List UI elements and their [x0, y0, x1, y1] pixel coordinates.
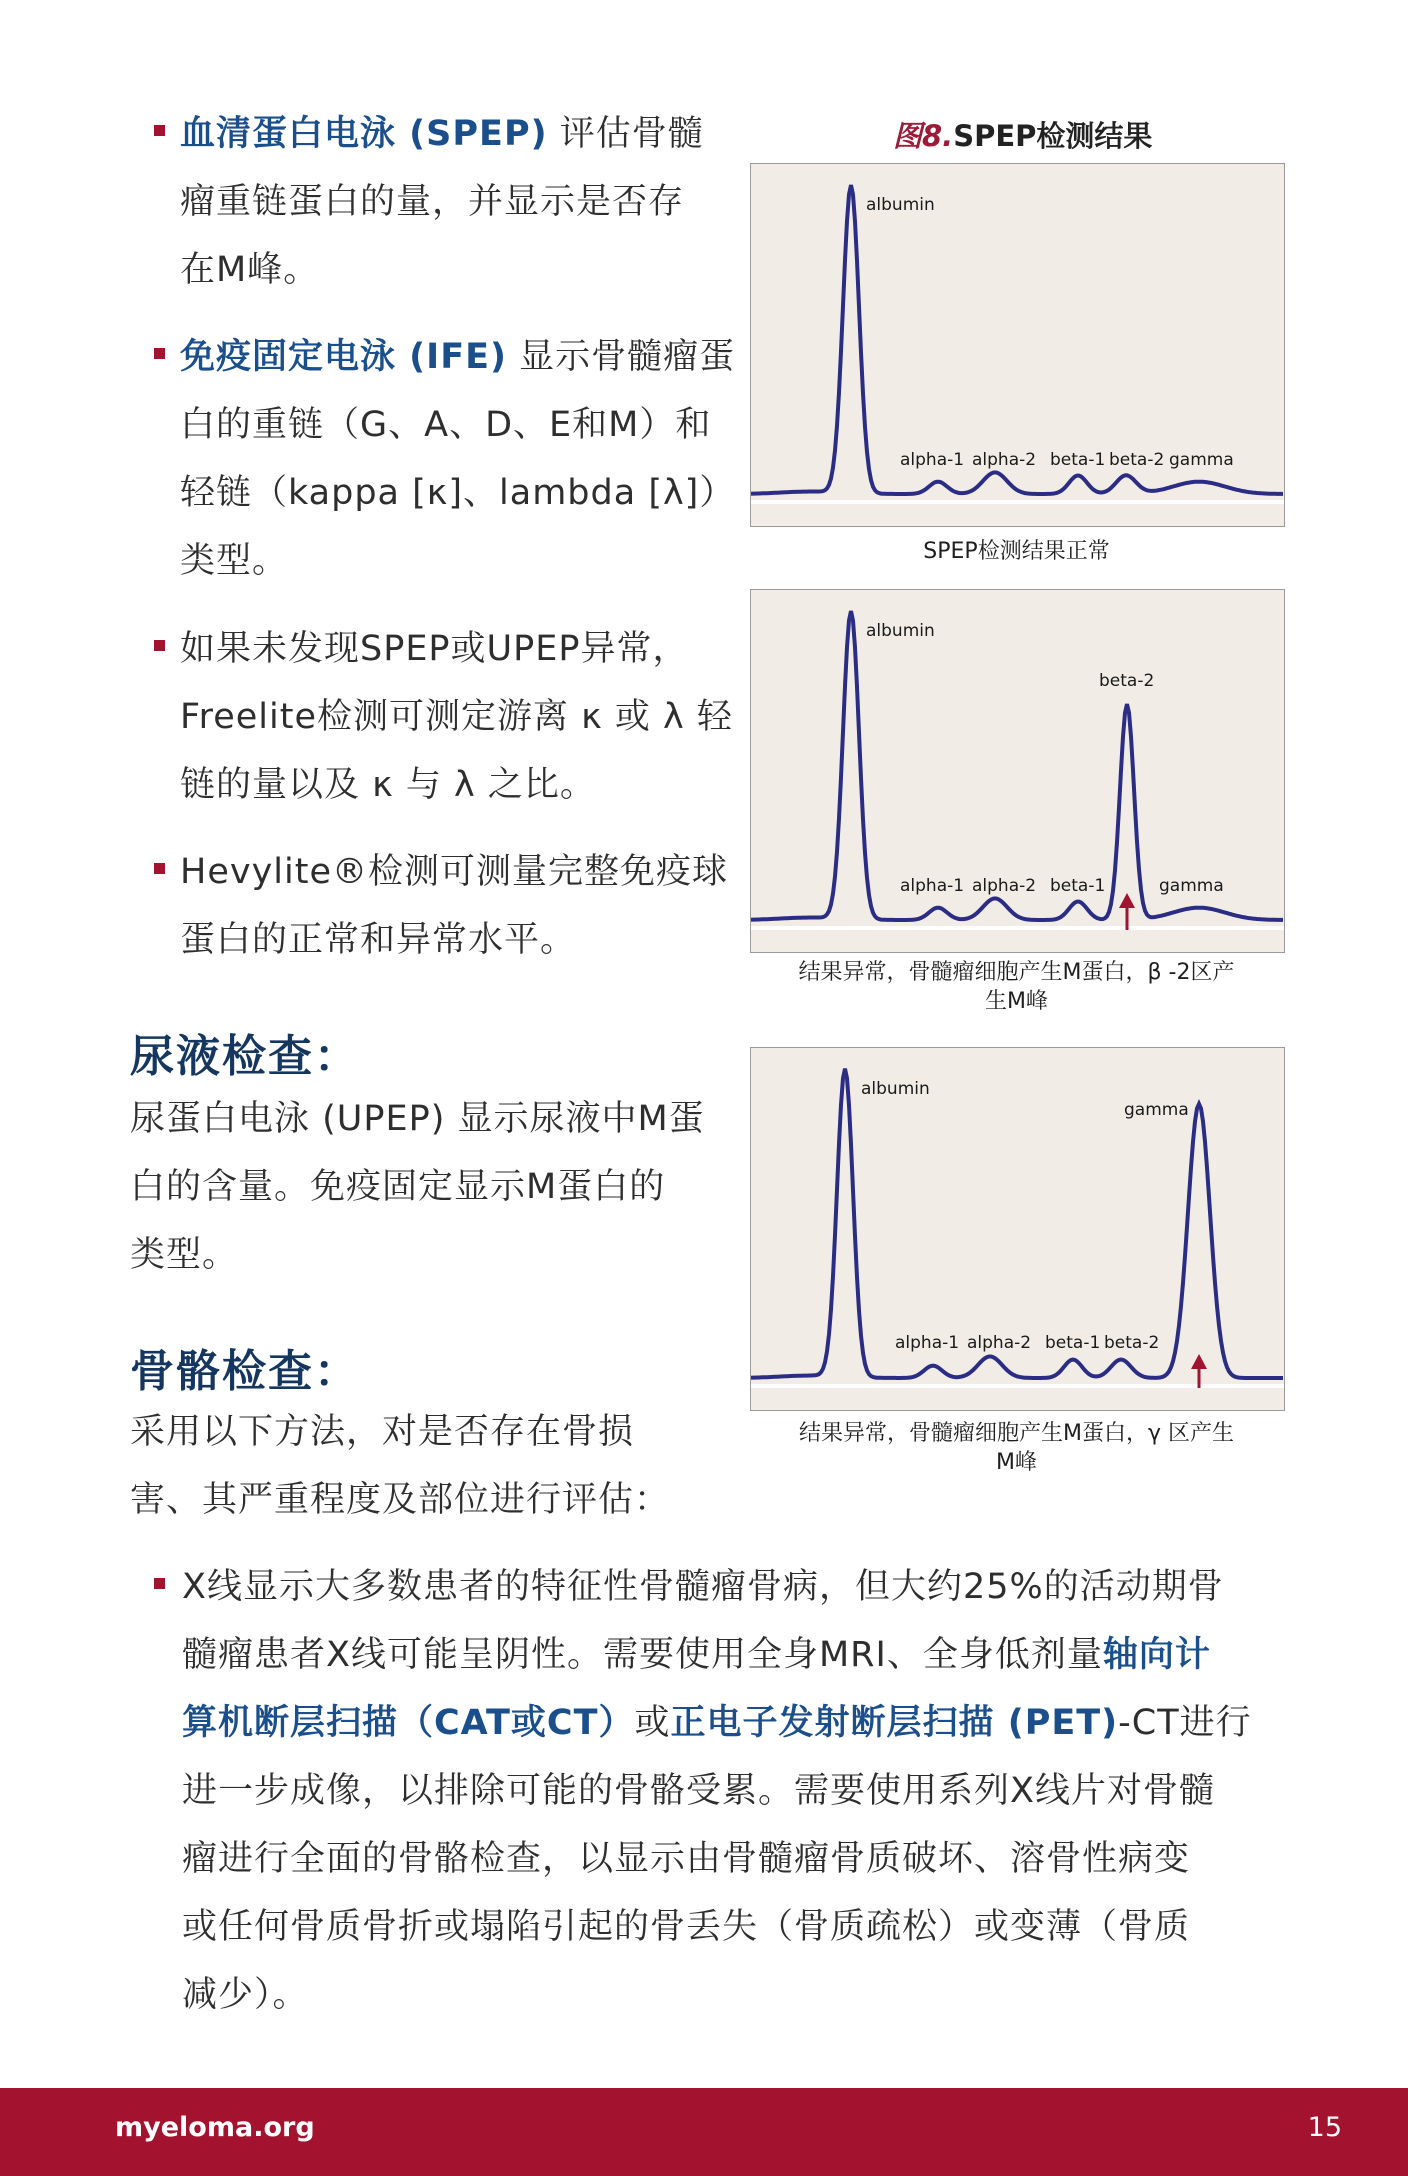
text-line: 进一步成像，以排除可能的骨骼受累。需要使用系列X线片对骨髓 [182, 1771, 1215, 1811]
keyword-pet: 正电子发射断层扫描 (PET) [670, 1703, 1119, 1743]
keyword-spep: 血清蛋白电泳 (SPEP) [180, 114, 548, 154]
text-line: 瘤进行全面的骨骼检查，以显示由骨髓瘤骨质破坏、溶骨性病变 [182, 1839, 1191, 1879]
label-beta-2: beta-2 [1099, 671, 1155, 691]
spep-chart-beta2-svg [751, 590, 1284, 952]
urine-paragraph [130, 1085, 730, 1289]
bullet-marker [154, 125, 165, 136]
text-line: 如果未发现SPEP或UPEP异常， [180, 629, 689, 669]
text-span: -CT进行 [1118, 1703, 1252, 1743]
label-beta-2: beta-2 [1109, 450, 1165, 470]
label-alpha-2: alpha-2 [972, 450, 1037, 470]
label-beta-1: beta-1 [1050, 876, 1106, 896]
page-number: 15 [1307, 2112, 1342, 2143]
figure-number: 图8. [893, 119, 954, 153]
text-line: 白的含量。免疫固定显示M蛋白的 [130, 1167, 666, 1207]
bone-heading: 骨骼检查： [130, 1346, 360, 1397]
label-gamma: gamma [1124, 1100, 1189, 1120]
footer-site-link[interactable]: myeloma.org [115, 2112, 315, 2143]
caption-line: SPEP检测结果正常 [923, 539, 1110, 564]
spep-chart-normal-svg [751, 164, 1284, 526]
text-line: 减少）。 [182, 1975, 309, 2015]
text-line: 在M峰。 [180, 250, 320, 290]
bullet-marker [154, 863, 165, 874]
text-line: 轻链（kappa [κ]、lambda [λ]） [180, 473, 736, 513]
text-span: 髓瘤患者X线可能呈阴性。需要使用全身MRI、全身低剂量 [182, 1635, 1103, 1675]
bullet-marker [154, 640, 165, 651]
text-line: 或任何骨质骨折或塌陷引起的骨丢失（骨质疏松）或变薄（骨质 [182, 1907, 1191, 1947]
label-gamma: gamma [1169, 450, 1234, 470]
text-line: 显示骨髓瘤蛋 [519, 337, 736, 377]
label-alpha-2: alpha-2 [972, 876, 1037, 896]
bullet-item-imaging [182, 1553, 1302, 2029]
footer-bar [0, 2088, 1408, 2176]
spep-chart-gamma-svg [751, 1048, 1284, 1410]
arrow-up-icon [1191, 1354, 1207, 1388]
text-line: 链的量以及 κ 与 λ 之比。 [180, 765, 596, 805]
label-alpha-1: alpha-1 [900, 450, 965, 470]
electrophoresis-curve [751, 1069, 1283, 1378]
label-beta-1: beta-1 [1050, 450, 1106, 470]
figure-title-text: SPEP检测结果 [953, 119, 1153, 153]
label-albumin: albumin [866, 195, 935, 215]
label-albumin: albumin [861, 1079, 930, 1099]
label-alpha-1: alpha-1 [900, 876, 965, 896]
label-albumin: albumin [866, 621, 935, 641]
spep-chart-gamma [750, 1047, 1285, 1411]
label-beta-2: beta-2 [1104, 1333, 1160, 1353]
figure-title [893, 114, 1152, 155]
bullet-marker [154, 1578, 165, 1589]
caption-line: 生M峰 [985, 989, 1048, 1014]
arrow-up-icon [1119, 893, 1135, 930]
text-line: 白的重链（G、A、D、E和M）和 [180, 405, 712, 445]
text-line: X线显示大多数患者的特征性骨髓瘤骨病，但大约25%的活动期骨 [182, 1567, 1224, 1607]
spep-chart-normal [750, 163, 1285, 527]
text-line: 尿蛋白电泳 (UPEP) 显示尿液中M蛋 [130, 1099, 705, 1139]
label-gamma: gamma [1159, 876, 1224, 896]
keyword-ct-cont: 算机断层扫描（CAT或CT） [182, 1703, 635, 1743]
text-line: 类型。 [180, 541, 289, 581]
electrophoresis-curve [751, 185, 1283, 494]
caption-line: M峰 [996, 1450, 1037, 1475]
text-span: 或 [634, 1703, 671, 1743]
keyword-ct: 轴向计 [1102, 1635, 1211, 1675]
spep-chart-beta2 [750, 589, 1285, 953]
label-alpha-1: alpha-1 [895, 1333, 960, 1353]
text-line: 类型。 [130, 1235, 239, 1275]
bullet-marker [154, 348, 165, 359]
urine-heading: 尿液检查： [130, 1031, 360, 1082]
bullet-item-freelite [180, 615, 750, 819]
bullet-item-ife [180, 323, 750, 595]
text-line: Freelite检测可测定游离 κ 或 λ 轻 [180, 697, 733, 737]
caption-normal [750, 537, 1283, 566]
text-line: 蛋白的正常和异常水平。 [180, 920, 577, 960]
text-line: 评估骨髓 [559, 114, 704, 154]
caption-line: 结果异常，骨髓瘤细胞产生M蛋白，γ 区产生 [799, 1421, 1234, 1446]
text-line: Hevylite®检测可测量完整免疫球 [180, 852, 728, 892]
caption-line: 结果异常，骨髓瘤细胞产生M蛋白，β -2区产 [798, 960, 1235, 985]
label-alpha-2: alpha-2 [967, 1333, 1032, 1353]
caption-gamma [750, 1419, 1283, 1477]
caption-beta2 [750, 958, 1283, 1016]
bullet-item-spep [180, 100, 740, 304]
text-line: 采用以下方法，对是否存在骨损 [130, 1412, 635, 1452]
text-line: 瘤重链蛋白的量，并显示是否存 [180, 182, 685, 222]
bone-paragraph [130, 1398, 730, 1534]
keyword-ife: 免疫固定电泳 (IFE) [180, 337, 508, 377]
electrophoresis-curve [751, 611, 1283, 920]
bullet-item-hevylite [180, 838, 750, 974]
text-line: 害、其严重程度及部位进行评估： [130, 1480, 671, 1520]
label-beta-1: beta-1 [1045, 1333, 1101, 1353]
